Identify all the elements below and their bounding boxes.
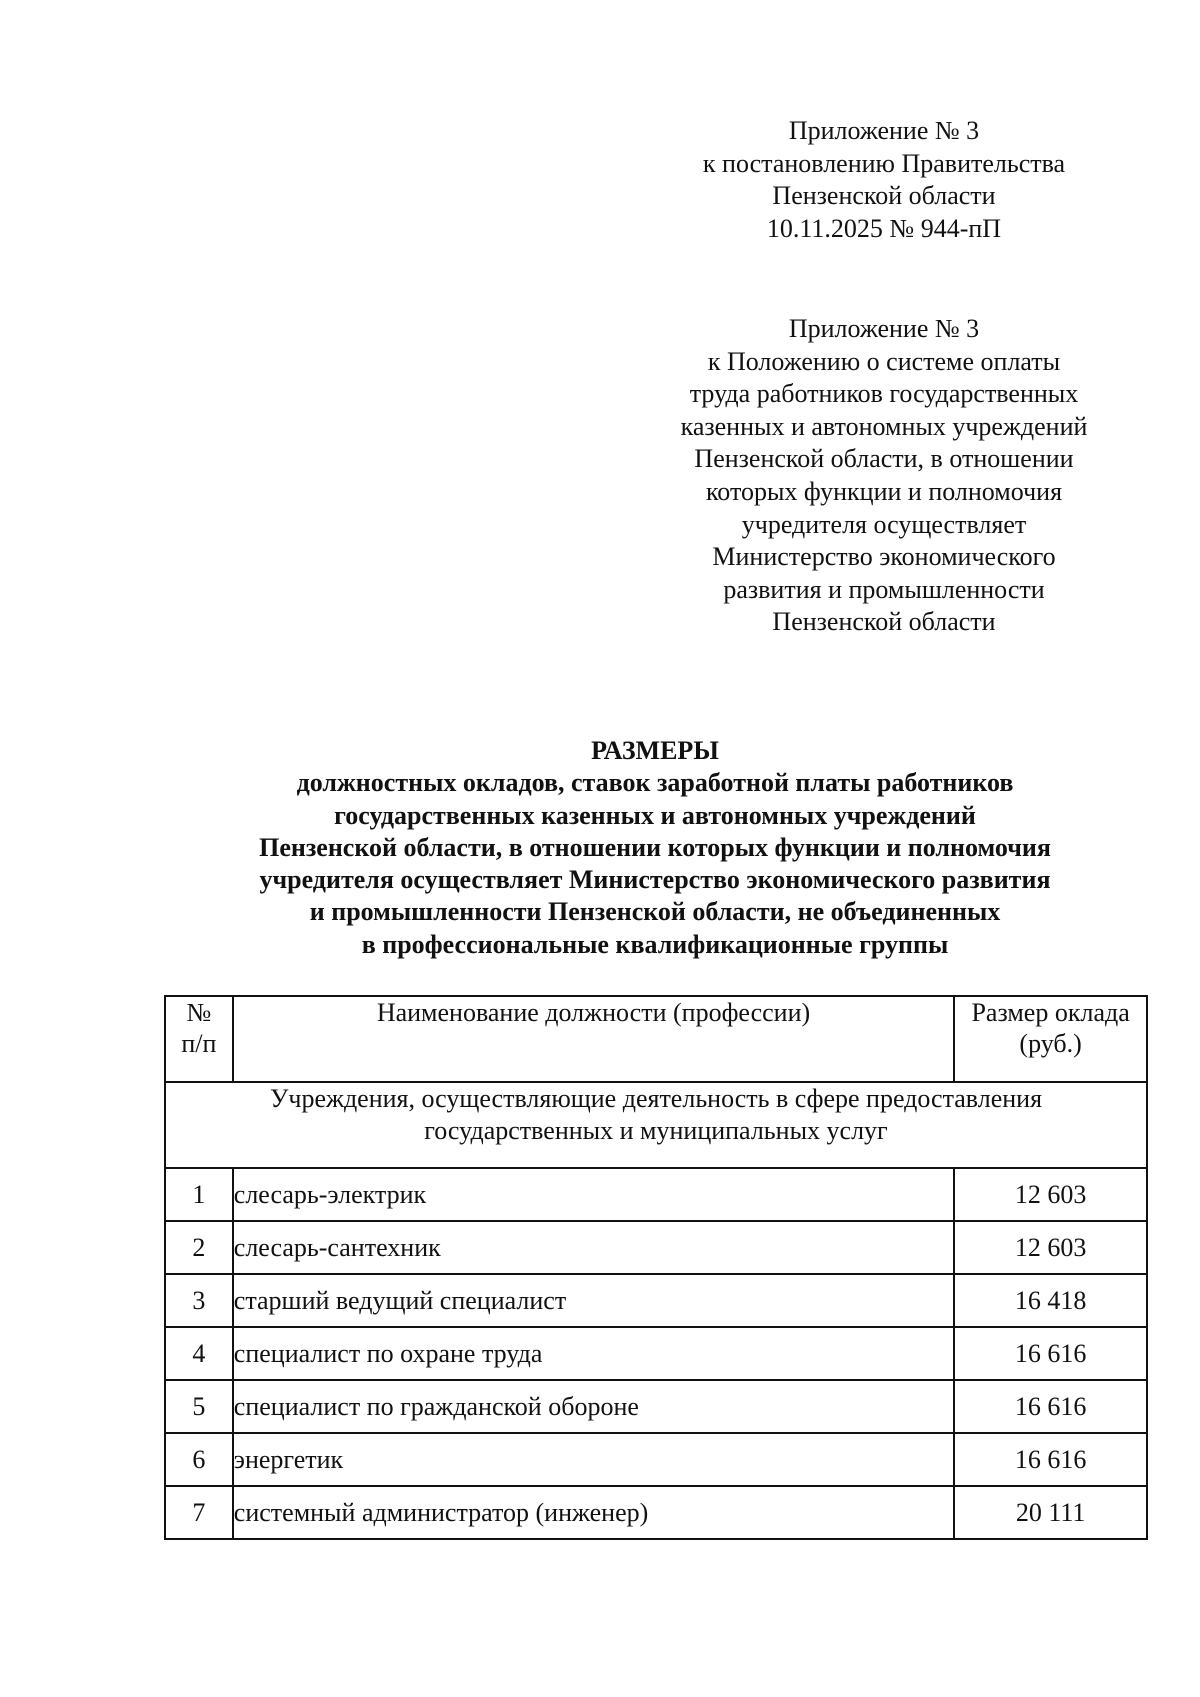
document-title-line: должностных окладов, ставок заработной платы работников [296, 768, 1014, 798]
row-number: 1 [165, 1168, 233, 1221]
table-section-row [165, 1082, 1147, 1168]
document-title-line: учредителя осуществляет Министерство экономического развития [259, 865, 1051, 895]
row-salary: 12 603 [954, 1221, 1147, 1274]
section-title-line: Учреждения, осуществляющие деятельность в сфере предоставления [269, 1084, 1043, 1113]
document-title [150, 735, 1160, 961]
document-title-line: в профессиональные квалификационные группы [361, 929, 949, 959]
document-title-line: государственных казенных и автономных учреждений [334, 800, 976, 830]
row-position-name: специалист по охране труда [233, 1327, 954, 1380]
appendix-2-line: развития и промышленности [723, 574, 1045, 604]
row-position-name: слесарь-сантехник [233, 1221, 954, 1274]
header-salary-label: Размер оклада [971, 998, 1130, 1027]
row-number: 2 [165, 1221, 233, 1274]
appendix-2-line: казенных и автономных учреждений [680, 411, 1088, 441]
row-position-name: системный администратор (инженер) [233, 1486, 954, 1539]
appendix-2-line: которых функции и полномочия [705, 476, 1063, 506]
section-title-line: государственных и муниципальных услуг [424, 1116, 888, 1145]
appendix-2-line: труда работников государственных [689, 379, 1079, 409]
row-number: 5 [165, 1380, 233, 1433]
appendix-1-line: Приложение № 3 [788, 116, 980, 145]
header-position-name: Наименование должности (профессии) [233, 996, 954, 1082]
document-title-line: Пензенской области, в отношении которых функции и полномочия [259, 832, 1051, 862]
table-row [165, 1380, 1147, 1433]
row-number: 4 [165, 1327, 233, 1380]
appendix-1-date-number: 10.11.2025 № 944-пП [766, 213, 1002, 243]
row-salary: 16 616 [954, 1380, 1147, 1433]
appendix-1-line: к постановлению Правительства [702, 148, 1066, 178]
table-header-row [165, 996, 1147, 1082]
row-salary: 16 616 [954, 1327, 1147, 1380]
appendix-2-line: Приложение № 3 [788, 314, 980, 343]
header-salary [954, 996, 1147, 1082]
row-number: 3 [165, 1274, 233, 1327]
row-salary: 12 603 [954, 1168, 1147, 1221]
appendix-2-line: Пензенской области, в отношении [694, 444, 1074, 474]
header-number-abbrev: п/п [181, 1029, 217, 1058]
header-number [165, 996, 233, 1082]
table-row [165, 1486, 1147, 1539]
appendix-1-line: Пензенской области [772, 181, 996, 211]
header-salary-unit: (руб.) [1019, 1029, 1082, 1058]
table-row [165, 1274, 1147, 1327]
row-number: 6 [165, 1433, 233, 1486]
row-position-name: старший ведущий специалист [233, 1274, 954, 1327]
salary-table [164, 995, 1148, 1540]
document-title-heading: РАЗМЕРЫ [591, 736, 719, 765]
appendix-2-line: учредителя осуществляет [741, 509, 1027, 539]
table-row [165, 1433, 1147, 1486]
table-row [165, 1168, 1147, 1221]
appendix-2-line: Пензенской области [772, 607, 996, 637]
row-position-name: энергетик [233, 1433, 954, 1486]
header-number-symbol: № [186, 998, 212, 1027]
appendix-block-resolution [654, 115, 1114, 245]
appendix-block-regulation [654, 313, 1114, 639]
section-title [165, 1082, 1147, 1168]
table-row [165, 1327, 1147, 1380]
appendix-2-line: Министерство экономического [712, 542, 1056, 572]
row-position-name: специалист по гражданской обороне [233, 1380, 954, 1433]
row-salary: 16 418 [954, 1274, 1147, 1327]
row-position-name: слесарь-электрик [233, 1168, 954, 1221]
document-title-line: и промышленности Пензенской области, не объединенных [309, 897, 1001, 927]
table-row [165, 1221, 1147, 1274]
row-salary: 16 616 [954, 1433, 1147, 1486]
row-salary: 20 111 [954, 1486, 1147, 1539]
row-number: 7 [165, 1486, 233, 1539]
appendix-2-line: к Положению о системе оплаты [707, 346, 1061, 376]
